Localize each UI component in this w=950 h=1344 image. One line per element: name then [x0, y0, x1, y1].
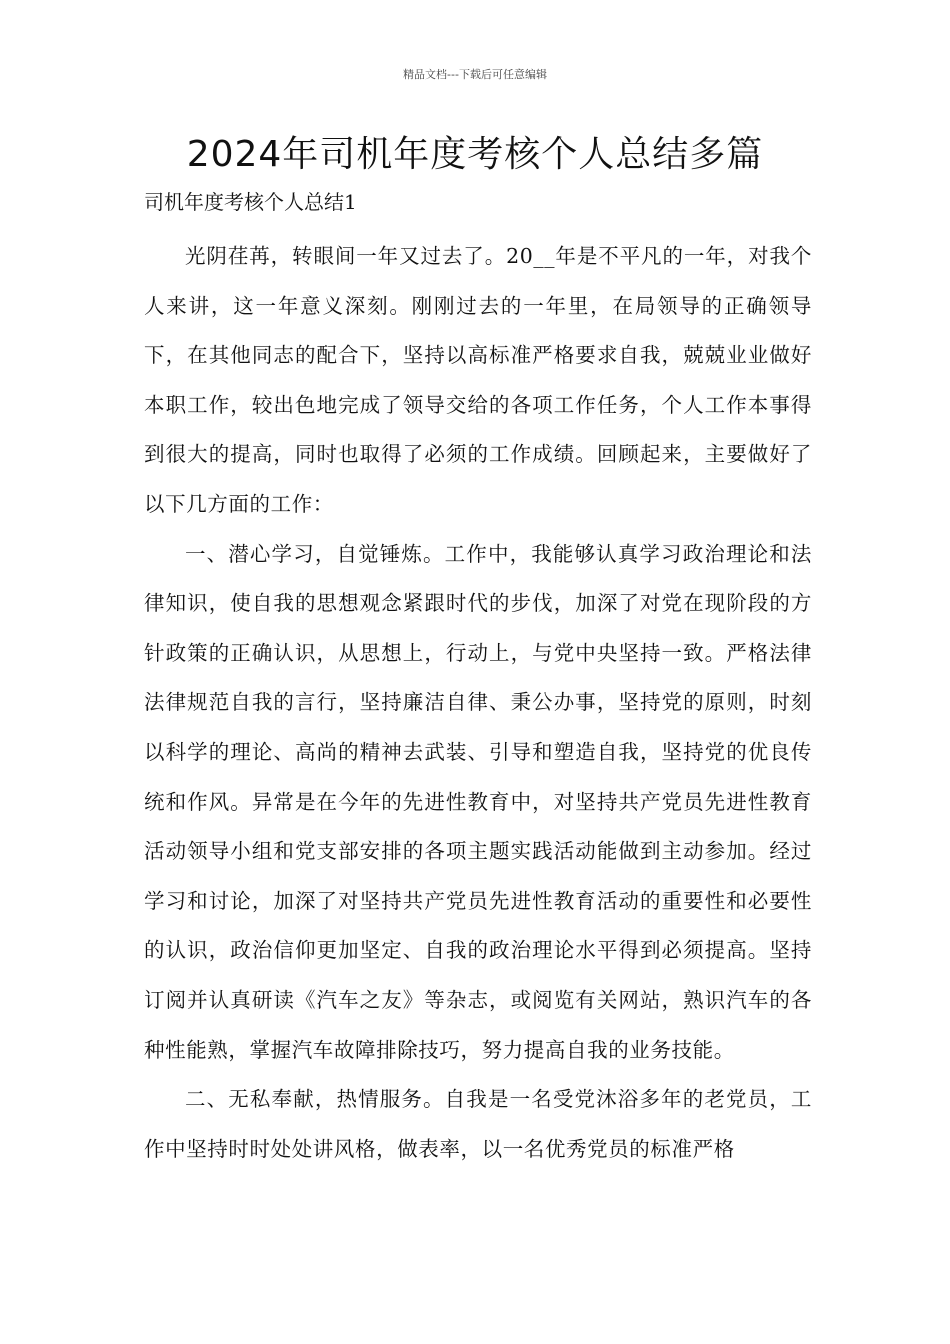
- header-note: 精品文档---下载后可任意编辑: [403, 68, 547, 81]
- paragraph: 光阴荏苒，转眼间一年又过去了。20__年是不平凡的一年，对我个人来讲，这一年意义深刻。刚刚过去的一年里，在局领导的正确领导下，在其他同志的配合下，坚持以高标准严格要求自我，兢兢业业做好本职工作，较出色地完成了领导交给的各项工作任务，个人工作本事得到很大的提高，同时也取得了必须的工作成绩。回顾起来，主要做好了以下几方面的工作：: [144, 244, 812, 516]
- document-body: [144, 232, 812, 1174]
- paragraph: 二、无私奉献，热情服务。自我是一名受党沐浴多年的老党员，工作中坚持时时处处讲风格，做表率，以一名优秀党员的标准严格: [144, 1087, 812, 1161]
- paragraph: 一、潜心学习，自觉锤炼。工作中，我能够认真学习政治理论和法律知识，使自我的思想观念紧跟时代的步伐，加深了对党在现阶段的方针政策的正确认识，从思想上，行动上，与党中央坚持一致。严格法律法律规范自我的言行，坚持廉洁自律、秉公办事，坚持党的原则，时刻以科学的理论、高尚的精神去武装、引导和塑造自我，坚持党的优良传统和作风。异常是在今年的先进性教育中，对坚持共产党员先进性教育活动领导小组和党支部安排的各项主题实践活动能做到主动参加。经过学习和讨论，加深了对坚持共产党员先进性教育活动的重要性和必要性的认识，政治信仰更加坚定、自我的政治理论水平得到必须提高。坚持订阅并认真研读《汽车之友》等杂志，或阅览有关网站，熟识汽车的各种性能熟，掌握汽车故障排除技巧，努力提高自我的业务技能。: [144, 541, 812, 1062]
- section-subtitle: 司机年度考核个人总结1: [144, 190, 357, 214]
- document-title: 2024年司机年度考核个人总结多篇: [186, 134, 764, 175]
